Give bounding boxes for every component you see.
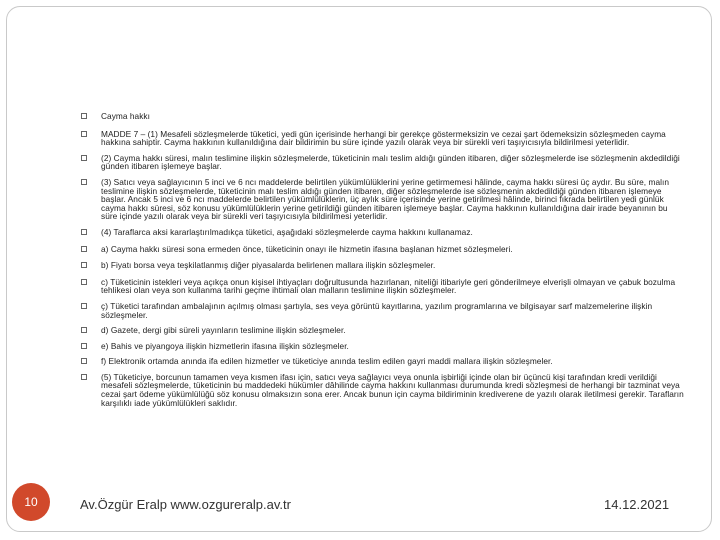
bullet-item	[78, 342, 684, 351]
bullet-text: ç) Tüketici tarafından ambalajının açılmış olması şartıyla, ses veya görüntü kayıtlarına, yazılım programlarına ve bilgisayar sarf malzemelerine ilişkin sözleşmeler.	[101, 300, 653, 320]
square-bullet-icon	[81, 279, 87, 285]
square-bullet-icon	[81, 131, 87, 137]
square-bullet-icon	[81, 229, 87, 235]
bullet-item	[78, 261, 684, 270]
square-bullet-icon	[81, 246, 87, 252]
square-bullet-icon	[81, 327, 87, 333]
bullet-item	[78, 373, 684, 407]
square-bullet-icon	[81, 179, 87, 185]
bullet-item	[78, 130, 684, 147]
bullet-item	[78, 357, 684, 366]
footer-author: Av.Özgür Eralp www.ozgureralp.av.tr	[80, 497, 291, 512]
bullet-item	[78, 154, 684, 171]
bullet-text: Cayma hakkı	[101, 111, 150, 121]
bullet-item	[78, 178, 684, 221]
bullet-text: d) Gazete, dergi gibi süreli yayınların teslimine ilişkin sözleşmeler.	[101, 325, 346, 336]
square-bullet-icon	[81, 155, 87, 161]
bullet-item	[78, 326, 684, 335]
bullet-text: (4) Taraflarca aksi kararlaştırılmadıkça tüketici, aşağıdaki sözleşmelerde cayma hakkını kullanamaz.	[101, 226, 473, 237]
bullet-text: (3) Satıcı veya sağlayıcının 5 inci ve 6 ncı maddelerde belirtilen yükümlülüklerini yerine getirmemesi hâlinde, cayma hakkı süresi üç aydır. Bu süre, malın teslimine ilişkin sözleşmelerde, tüketicinin malı teslim aldığı günden itibaren, diğer sözleşmelerde ise sözleşmenin akdedildiği günden itibaren işlemeye başlar. Ancak 5 inci ve 6 ncı maddelerde belirtilen yükümlülüklerin, üç aylık süre içerisinde yerine getirilmesi hâlinde, birinci fıkrada belirtilen yedi günlük cayma hakkı süresi, söz konusu yükümlülüklerin yerine getirildiği günden itibaren işlemeye başlar. Cayma hakkının kullanıldığına dair irade beyanının bu süre içinde yazılı olarak veya bir sürekli veri taşıyıcısıyla bildirilmesi yeterlidir.	[101, 176, 670, 222]
bullet-text: c) Tüketicinin istekleri veya açıkça onun kişisel ihtiyaçları doğrultusunda hazırlanan, niteliği itibariyle geri gönderilmeye elverişli olmayan ve çabuk bozulma tehlikesi olan veya son kullanma tarihi geçme ihtimali olan malların teslimine ilişkin sözleşmeler.	[101, 276, 676, 296]
square-bullet-icon	[81, 262, 87, 268]
square-bullet-icon	[81, 113, 87, 119]
slide-bullet-list	[78, 112, 684, 407]
bullet-text: b) Fiyatı borsa veya teşkilatlanmış diğer piyasalarda belirlenen mallara ilişkin sözleşmeler.	[101, 260, 436, 271]
bullet-text: (2) Cayma hakkı süresi, malın teslimine ilişkin sözleşmelerde, tüketicinin malı teslim aldığı günden itibaren, diğer sözleşmelerde ise sözleşmenin akdedildiği günden itibaren işlemeye başlar.	[101, 152, 680, 172]
square-bullet-icon	[81, 374, 87, 380]
bullet-text: e) Bahis ve piyangoya ilişkin hizmetlerin ifasına ilişkin sözleşmeler.	[101, 340, 349, 351]
footer-date: 14.12.2021	[604, 497, 670, 512]
bullet-item	[78, 245, 684, 254]
bullet-text: MADDE 7 – (1) Mesafeli sözleşmelerde tüketici, yedi gün içerisinde herhangi bir gerekçe göstermeksizin ve cezai şart ödemeksizin sözleşmeden cayma hakkına sahiptir. Cayma hakkının kullanıldığına dair bildirimin bu süre içinde yazılı olarak veya bir sürekli veri taşıyıcısıyla bildirilmesi yeterlidir.	[101, 128, 666, 148]
bullet-item	[78, 228, 684, 237]
square-bullet-icon	[81, 358, 87, 364]
bullet-text: (5) Tüketiciye, borcunun tamamen veya kısmen ifası için, satıcı veya sağlayıcı veya onunla işbirliği içinde olan bir üçüncü kişi tarafından kredi verildiği mesafeli sözleşmelerde, tüketicinin bu maddedeki hükümler dâhilinde cayma hakkını kullanması durumunda kredi sözleşmesi de herhangi bir tazminat veya cezai şart ödeme yükümlülüğü söz konusu olmaksızın sona erer. Ancak bunun için cayma bildiriminin krediverene de yazılı olarak iletilmesi gerekir. Tarafların karşılıklı iade yükümlülükleri saklıdır.	[101, 371, 684, 408]
page-number-badge: 10	[12, 483, 50, 521]
bullet-item	[78, 278, 684, 295]
bullet-text: f) Elektronik ortamda anında ifa edilen hizmetler ve tüketiciye anında teslim edilen gayri maddi mallara ilişkin sözleşmeler.	[101, 356, 553, 367]
bullet-item	[78, 302, 684, 319]
square-bullet-icon	[81, 303, 87, 309]
bullet-item	[78, 112, 684, 121]
square-bullet-icon	[81, 343, 87, 349]
bullet-text: a) Cayma hakkı süresi sona ermeden önce, tüketicinin onayı ile hizmetin ifasına başlanan hizmet sözleşmeleri.	[101, 243, 513, 254]
